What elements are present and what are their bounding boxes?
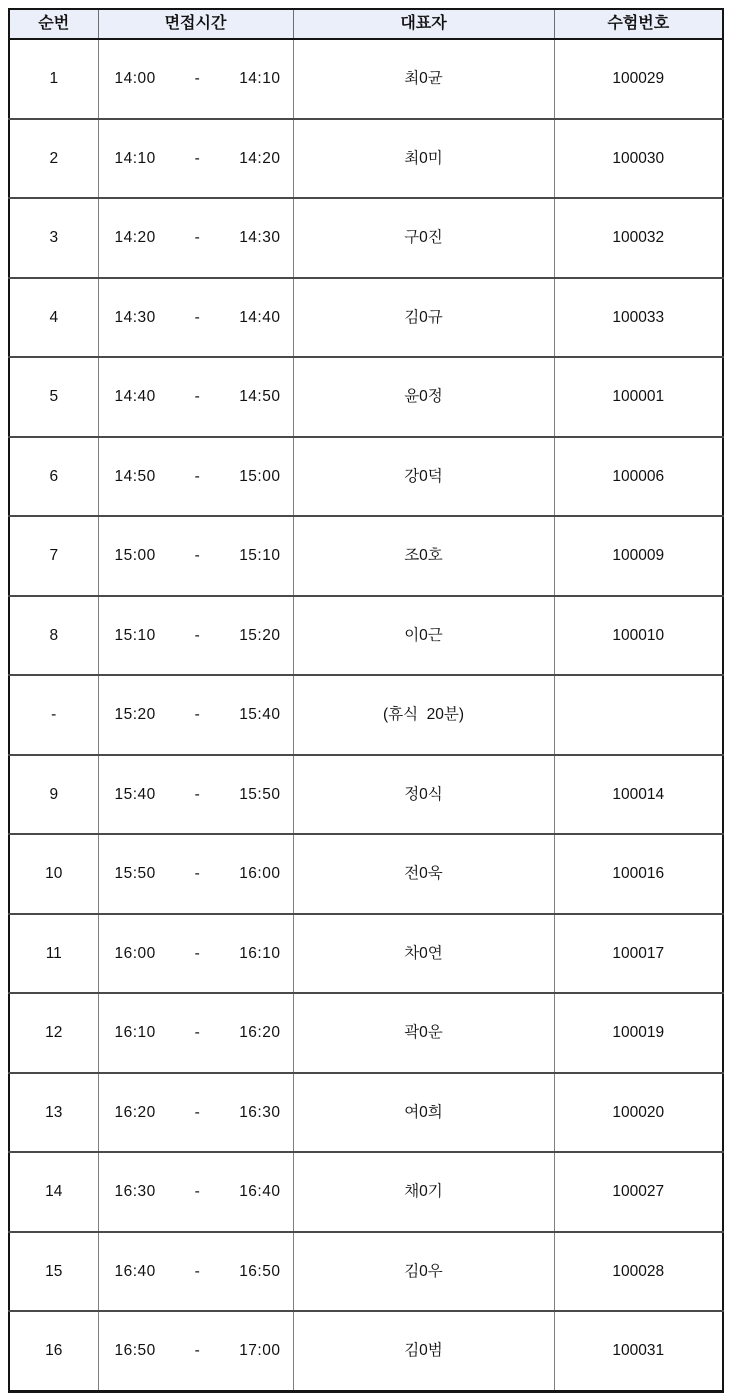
time-start: 15:00	[114, 547, 156, 564]
table-header	[9, 9, 723, 39]
time-dash: -	[194, 706, 201, 723]
cell-representative: 여0희	[293, 1073, 554, 1153]
time-end: 17:00	[239, 1342, 281, 1359]
time-start: 14:50	[114, 467, 156, 485]
cell-interview-time	[98, 834, 293, 914]
interview-schedule-table	[8, 8, 724, 1393]
table-row	[9, 834, 723, 914]
time-start: 16:30	[114, 1183, 156, 1200]
time-dash: -	[194, 229, 201, 246]
time-end: 16:50	[239, 1262, 281, 1280]
time-dash: -	[194, 626, 201, 644]
table-row	[9, 357, 723, 437]
time-range	[99, 787, 293, 803]
cell-exam-number	[554, 675, 723, 755]
cell-interview-time	[98, 675, 293, 755]
time-dash: -	[194, 944, 201, 962]
header-row	[9, 9, 723, 39]
table-row	[9, 755, 723, 835]
time-start: 16:50	[114, 1342, 156, 1359]
time-start: 16:40	[114, 1262, 156, 1280]
time-dash: -	[194, 1103, 201, 1121]
time-range	[99, 628, 293, 644]
time-range	[99, 389, 293, 405]
time-dash: -	[194, 70, 201, 87]
cell-representative: 윤0정	[293, 357, 554, 437]
cell-no: 9	[9, 755, 98, 835]
cell-exam-number: 100029	[554, 39, 723, 119]
cell-exam-number: 100016	[554, 834, 723, 914]
cell-interview-time	[98, 1232, 293, 1312]
time-end: 14:50	[239, 388, 281, 405]
cell-no: 15	[9, 1232, 98, 1312]
table-row	[9, 1152, 723, 1232]
time-start: 14:20	[114, 229, 156, 246]
cell-no: 13	[9, 1073, 98, 1153]
time-dash: -	[194, 865, 201, 882]
cell-representative: 채0기	[293, 1152, 554, 1232]
cell-no: 12	[9, 993, 98, 1073]
time-dash: -	[194, 149, 201, 167]
time-start: 14:10	[114, 149, 156, 167]
cell-exam-number: 100014	[554, 755, 723, 835]
time-end: 14:30	[239, 229, 281, 246]
cell-representative: (휴식 20분)	[293, 675, 554, 755]
cell-no: 6	[9, 437, 98, 517]
time-start: 15:50	[114, 865, 156, 882]
time-dash: -	[194, 547, 201, 564]
cell-exam-number: 100033	[554, 278, 723, 358]
time-end: 16:40	[239, 1183, 281, 1200]
time-dash: -	[194, 1183, 201, 1200]
table-row	[9, 1073, 723, 1153]
cell-exam-number: 100030	[554, 119, 723, 199]
col-header-exam-number: 수험번호	[554, 9, 723, 39]
time-start: 15:10	[114, 626, 156, 644]
cell-no: -	[9, 675, 98, 755]
time-start: 16:00	[114, 944, 156, 962]
col-header-representative: 대표자	[293, 9, 554, 39]
cell-no: 3	[9, 198, 98, 278]
time-end: 15:20	[239, 626, 281, 644]
time-end: 16:10	[239, 944, 281, 962]
cell-interview-time	[98, 516, 293, 596]
time-end: 14:20	[239, 149, 281, 167]
time-end: 16:30	[239, 1103, 281, 1121]
table-body	[9, 39, 723, 1391]
cell-representative: 조0호	[293, 516, 554, 596]
time-dash: -	[194, 785, 201, 803]
time-range	[99, 1105, 293, 1121]
cell-exam-number: 100031	[554, 1311, 723, 1391]
time-dash: -	[194, 1024, 201, 1041]
cell-representative: 최0미	[293, 119, 554, 199]
cell-interview-time	[98, 278, 293, 358]
cell-interview-time	[98, 755, 293, 835]
cell-representative: 차0연	[293, 914, 554, 994]
cell-interview-time	[98, 198, 293, 278]
cell-exam-number: 100027	[554, 1152, 723, 1232]
time-end: 14:10	[239, 70, 281, 87]
table-row	[9, 675, 723, 755]
cell-no: 7	[9, 516, 98, 596]
table-row	[9, 437, 723, 517]
cell-interview-time	[98, 596, 293, 676]
cell-representative: 김0규	[293, 278, 554, 358]
table-row	[9, 198, 723, 278]
cell-exam-number: 100009	[554, 516, 723, 596]
time-start: 15:40	[114, 785, 156, 803]
time-range	[99, 310, 293, 326]
cell-exam-number: 100032	[554, 198, 723, 278]
cell-interview-time	[98, 119, 293, 199]
time-end: 16:00	[239, 865, 281, 882]
table-row	[9, 39, 723, 119]
time-start: 14:00	[114, 70, 156, 87]
table-row	[9, 914, 723, 994]
table-row	[9, 278, 723, 358]
table-row	[9, 516, 723, 596]
cell-interview-time	[98, 1073, 293, 1153]
cell-exam-number: 100006	[554, 437, 723, 517]
cell-representative: 전0욱	[293, 834, 554, 914]
table-row	[9, 1311, 723, 1391]
table-row	[9, 596, 723, 676]
cell-representative: 구0진	[293, 198, 554, 278]
time-range	[99, 469, 293, 485]
cell-no: 1	[49, 70, 59, 87]
time-start: 16:10	[114, 1024, 156, 1041]
cell-interview-time	[98, 39, 293, 119]
time-start: 15:20	[114, 706, 156, 723]
cell-representative: 곽0운	[293, 993, 554, 1073]
time-dash: -	[194, 308, 201, 326]
time-end: 15:50	[239, 785, 281, 803]
time-start: 14:30	[114, 308, 156, 326]
cell-exam-number: 100019	[554, 993, 723, 1073]
time-range	[99, 1025, 293, 1041]
cell-exam-number: 100001	[554, 357, 723, 437]
cell-interview-time	[98, 914, 293, 994]
cell-no: 8	[9, 596, 98, 676]
time-range	[99, 230, 293, 246]
cell-interview-time	[98, 1152, 293, 1232]
table-row	[9, 1232, 723, 1312]
cell-interview-time	[98, 437, 293, 517]
time-end: 15:40	[239, 706, 281, 723]
time-dash: -	[194, 467, 201, 485]
time-range	[99, 1264, 293, 1280]
time-range	[99, 866, 293, 882]
cell-no: 11	[9, 914, 98, 994]
cell-exam-number: 100017	[554, 914, 723, 994]
cell-interview-time	[98, 1311, 293, 1391]
time-end: 15:10	[239, 547, 281, 564]
time-range	[99, 707, 293, 723]
time-range	[99, 71, 293, 87]
cell-no: 16	[9, 1311, 98, 1391]
table-row	[9, 119, 723, 199]
time-end: 14:40	[239, 308, 281, 326]
time-range	[99, 946, 293, 962]
cell-representative: 김0범	[293, 1311, 554, 1391]
cell-representative: 강0덕	[293, 437, 554, 517]
time-dash: -	[194, 1262, 201, 1280]
cell-representative: 이0근	[293, 596, 554, 676]
cell-exam-number: 100010	[554, 596, 723, 676]
time-dash: -	[194, 1342, 201, 1359]
cell-representative: 최0균	[293, 39, 554, 119]
time-range	[99, 1343, 293, 1359]
col-header-no: 순번	[9, 9, 98, 39]
time-range	[99, 151, 293, 167]
cell-representative: 정0식	[293, 755, 554, 835]
cell-no: 2	[9, 119, 98, 199]
time-start: 14:40	[114, 388, 156, 405]
cell-no: 10	[9, 834, 98, 914]
cell-exam-number: 100028	[554, 1232, 723, 1312]
time-range	[99, 1184, 293, 1200]
time-end: 16:20	[239, 1024, 281, 1041]
cell-no: 5	[9, 357, 98, 437]
col-header-interview-time: 면접시간	[98, 9, 293, 39]
time-end: 15:00	[239, 467, 281, 485]
time-start: 16:20	[114, 1103, 156, 1121]
cell-interview-time	[98, 357, 293, 437]
cell-interview-time	[98, 993, 293, 1073]
table-row	[9, 993, 723, 1073]
time-range	[99, 548, 293, 564]
cell-exam-number: 100020	[554, 1073, 723, 1153]
cell-no: 4	[9, 278, 98, 358]
cell-representative: 김0우	[293, 1232, 554, 1312]
cell-no: 14	[9, 1152, 98, 1232]
time-dash: -	[194, 388, 201, 405]
